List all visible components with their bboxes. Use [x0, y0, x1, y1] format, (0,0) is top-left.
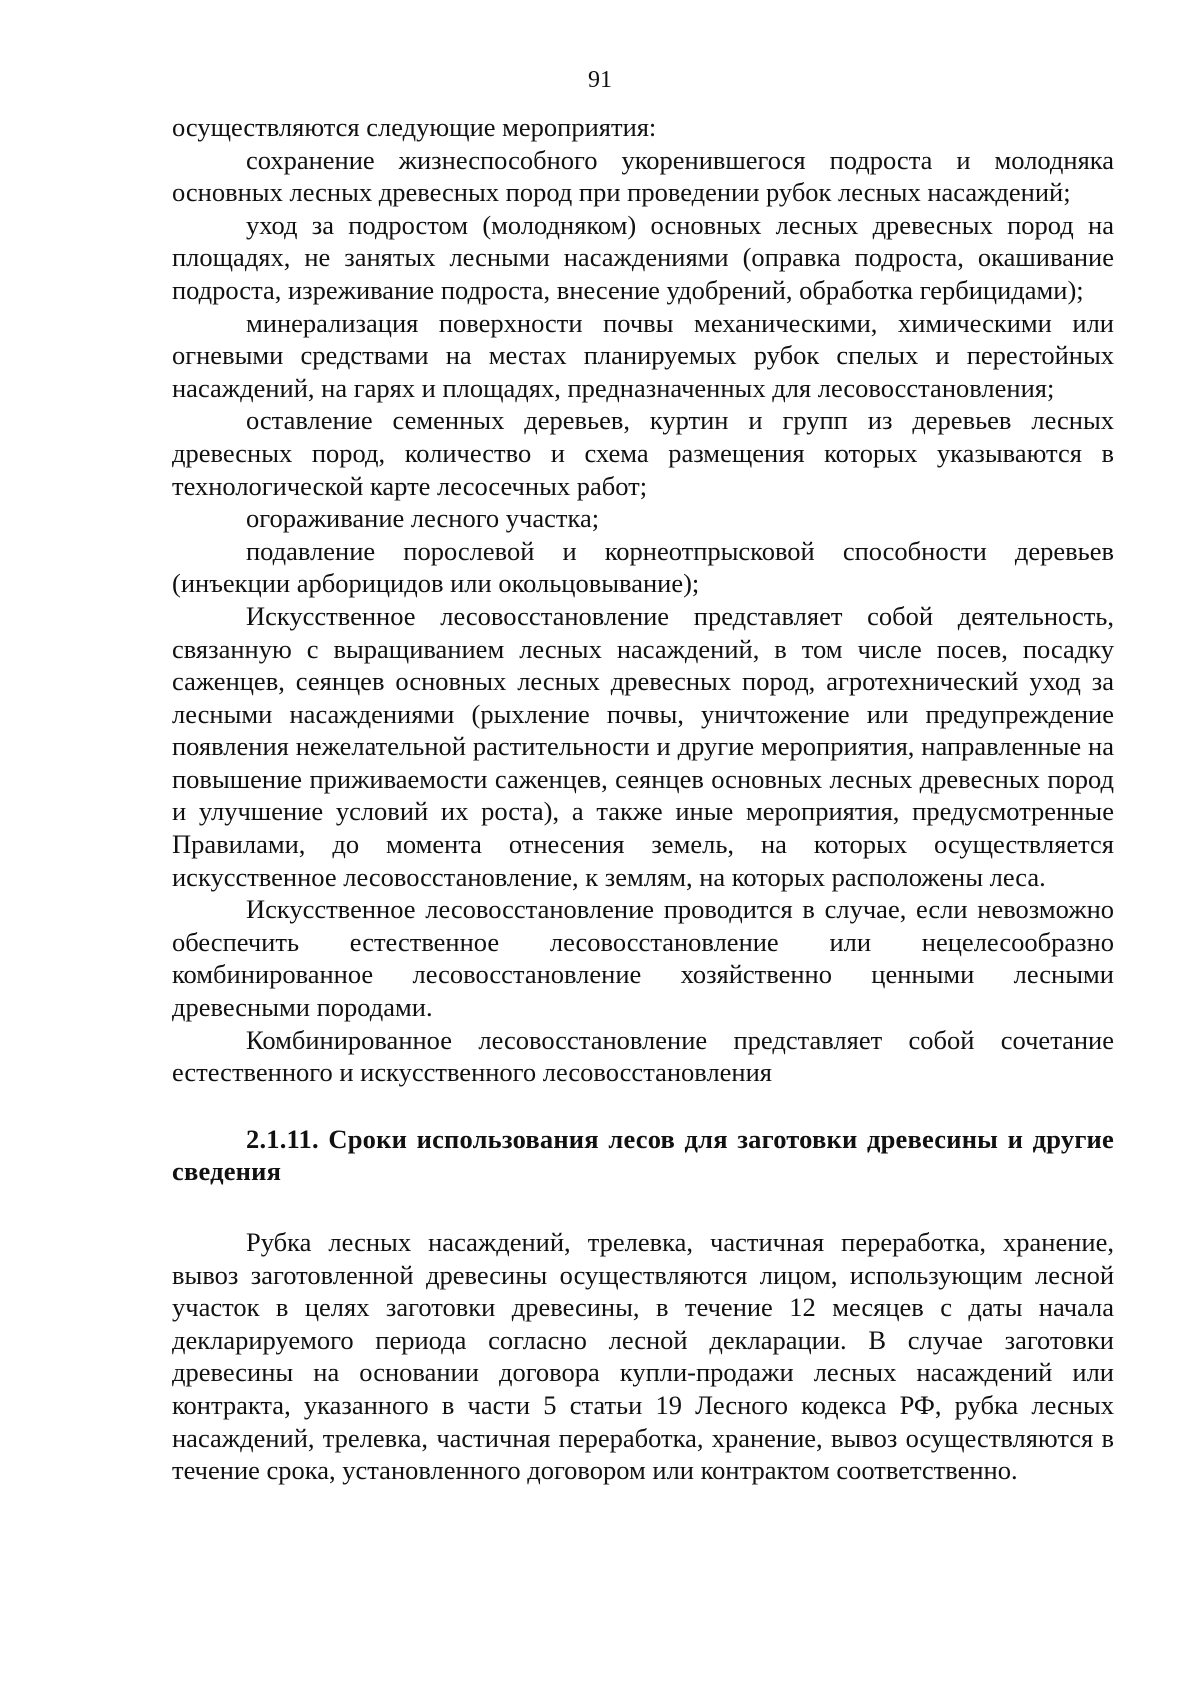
paragraph-intro: осуществляются следующие мероприятия:	[172, 112, 657, 142]
document-body	[172, 111, 1114, 1487]
paragraph-combined-reforestation: Комбинированное лесовосстановление представляет собой сочетание естественного и искусственного лесовосстановления	[172, 1024, 1114, 1088]
paragraph-artificial-reforestation: Искусственное лесовосстановление представляет собой деятельность, связанную с выращиванием лесных насаждений, в том числе посев, посадку саженцев, сеянцев основных лесных древесных пород, агротехнический уход за лесными насаждениями (рыхление почвы, уничтожение или предупреждение появления нежелательной растительности и другие мероприятия, направленные на повышение приживаемости саженцев, сеянцев основных лесных древесных пород и улучшение условий их роста), а также иные мероприятия, предусмотренные Правилами, до момента отнесения земель, на которых осуществляется искусственное лесовосстановление, к землям, на которых расположены леса.	[172, 600, 1114, 892]
section-heading: 2.1.11. Сроки использования лесов для заготовки древесины и другие сведения	[172, 1123, 1114, 1187]
list-item-preserve-undergrowth: сохранение жизнеспособного укоренившегося подроста и молодняка основных лесных древесных пород при проведении рубок лесных насаждений;	[172, 144, 1114, 208]
paragraph-harvest-terms: Рубка лесных насаждений, трелевка, частичная переработка, хранение, вывоз заготовленной древесины осуществляются лицом, использующим лесной участок в целях заготовки древесины, в течение 12 месяцев с даты начала декларируемого периода согласно лесной декларации. В случае заготовки древесины на основании договора купли-продажи лесных насаждений или контракта, указанного в части 5 статьи 19 Лесного кодекса РФ, рубка лесных насаждений, трелевка, частичная переработка, хранение, вывоз осуществляются в течение срока, установленного договором или контрактом соответственно.	[172, 1227, 1114, 1486]
list-item-seed-trees: оставление семенных деревьев, куртин и групп из деревьев лесных древесных пород, количество и схема размещения которых указываются в технологической карте лесосечных работ;	[172, 405, 1114, 501]
list-item-fencing: огораживание лесного участка;	[246, 503, 600, 534]
list-item-suppression: подавление порослевой и корнеотпрысковой способности деревьев (инъекции арборицидов или окольцовывание);	[172, 535, 1114, 599]
list-item-soil-mineralization: минерализация поверхности почвы механическими, химическими или огневыми средствами на местах планируемых рубок спелых и перестойных насаждений, на гарях и площадях, предназначенных для лесовосстановления;	[172, 307, 1114, 403]
paragraph-artificial-when: Искусственное лесовосстановление проводится в случае, если невозможно обеспечить естественное лесовосстановление или нецелесообразно комбинированное лесовосстановление хозяйственно ценными лесными древесными породами.	[172, 894, 1114, 1023]
page-number: 91	[588, 67, 612, 93]
list-item-care-undergrowth: уход за подростом (молодняком) основных лесных древесных пород на площадях, не занятых лесными насаждениями (оправка подроста, окашивание подроста, изреживание подроста, внесение удобрений, обработка гербицидами);	[172, 209, 1114, 305]
